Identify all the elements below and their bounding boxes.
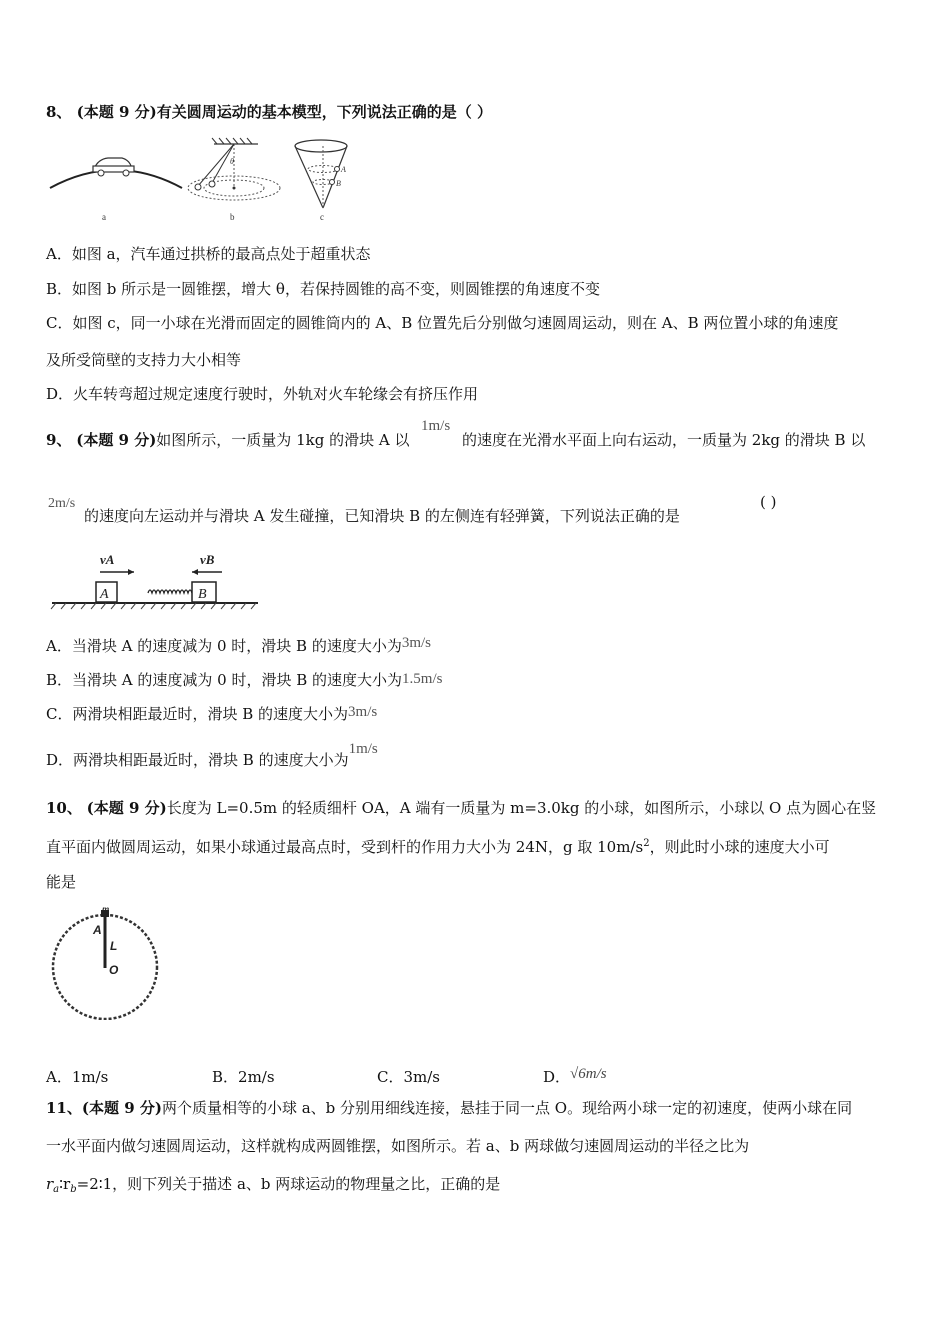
q9-option-d[interactable]: D．两滑块相距最近时，滑块 B 的速度大小为1m/s (46, 741, 378, 769)
svg-text:A: A (93, 923, 102, 937)
q9-figure (48, 548, 264, 614)
svg-text:A: A (100, 587, 109, 602)
q9-unit-1: 1m/s (421, 418, 451, 434)
q9-stem-line1b: 的速度在光滑水平面上向右运动，一质量为 2kg 的滑块 B 以 (462, 431, 866, 449)
car-icon (93, 158, 134, 176)
svg-text:L: L (110, 939, 118, 953)
q9-option-c[interactable]: C．两滑块相距最近时，滑块 B 的速度大小为3m/s (46, 704, 378, 723)
q10-stem-line2: 直平面内做圆周运动，如果小球通过最高点时，受到杆的作用力大小为 24N，g 取 $10m/s^2$，则此时小球的速度大小可 (46, 838, 830, 856)
svg-text:A: A (341, 165, 346, 174)
q8-option-d[interactable]: D．火车转弯超过规定速度行驶时，外轨对火车轮缘会有挤压作用 (46, 385, 479, 403)
q11-stem-line3: $r_a∶r_b=2∶1$，则下列关于描述 a、b 两球运动的物理量之比，正确的是 (46, 1175, 501, 1195)
q8-option-a[interactable]: A．如图 a，汽车通过拱桥的最高点处于超重状态 (46, 245, 371, 263)
q11-stem-line1: 11、(本题 9 分)两个质量相等的小球 a、b 分别用细线连接，悬挂于同一点 O。现给两小球一定的初速度，使两小球在同 (46, 1099, 853, 1117)
q10-stem-line3: 能是 (46, 873, 77, 891)
conical-pendulum (188, 138, 280, 200)
svg-text:m: m (102, 905, 110, 914)
spring (148, 590, 192, 593)
q8-figure (46, 136, 366, 228)
q9-unit-2: 2m/s (48, 496, 76, 511)
fig-label-c: c (320, 212, 324, 222)
q9-answer-paren: ( ) (760, 493, 777, 511)
svg-text:B: B (336, 179, 341, 188)
q10-option-b[interactable]: B．2m/s (212, 1068, 275, 1086)
svg-text:B: B (198, 587, 207, 602)
q10-figure (48, 904, 164, 1020)
q10-option-a[interactable]: A．1m/s (46, 1068, 109, 1086)
q9-option-a[interactable]: A．当滑块 A 的速度减为 0 时，滑块 B 的速度大小为3m/s (46, 635, 432, 655)
q11-stem-line2: 一水平面内做匀速圆周运动，这样就构成两圆锥摆，如图所示。若 a、b 两球做匀速圆周运动的半径之比为 (46, 1137, 750, 1155)
q10-stem-line1: 10、 (本题 9 分)长度为 L=0.5m 的轻质细杆 OA，A 端有一质量为 m=3.0kg 的小球，如图所示，小球以 O 点为圆心在竖 (46, 799, 877, 817)
q10-option-c[interactable]: C．3m/s (377, 1068, 440, 1086)
fig-label-b: b (230, 212, 235, 222)
q8-option-c-line2: 及所受筒壁的支持力大小相等 (46, 351, 242, 369)
fig-label-a: a (102, 212, 106, 222)
svg-text:vA: vA (100, 552, 115, 567)
cone-figure (295, 140, 347, 208)
q10-option-d[interactable]: D．√6m/s (543, 1066, 607, 1086)
svg-text:O: O (109, 963, 119, 977)
q8-option-c-line1[interactable]: C．如图 c，同一小球在光滑而固定的圆锥筒内的 A、B 位置先后分别做匀速圆周运动，则在 A、B 两位置小球的角速度 (46, 314, 839, 332)
svg-text:vB: vB (200, 552, 215, 567)
q8-option-b[interactable]: B．如图 b 所示是一圆锥摆，增大 θ，若保持圆锥的高不变，则圆锥摆的角速度不变 (46, 280, 600, 298)
q9-stem-line1: 9、 (本题 9 分)如图所示，一质量为 1kg 的滑块 A 以 (46, 431, 410, 449)
svg-text:θ: θ (230, 157, 234, 166)
q9-option-b[interactable]: B．当滑块 A 的速度减为 0 时，滑块 B 的速度大小为1.5m/s (46, 671, 443, 689)
q8-stem: 8、 (本题 9 分)有关圆周运动的基本模型，下列说法正确的是（ ） (46, 103, 492, 121)
arch-bridge (50, 170, 182, 188)
q9-stem-line2: 的速度向左运动并与滑块 A 发生碰撞，已知滑块 B 的左侧连有轻弹簧，下列说法正确的是 (84, 507, 680, 525)
